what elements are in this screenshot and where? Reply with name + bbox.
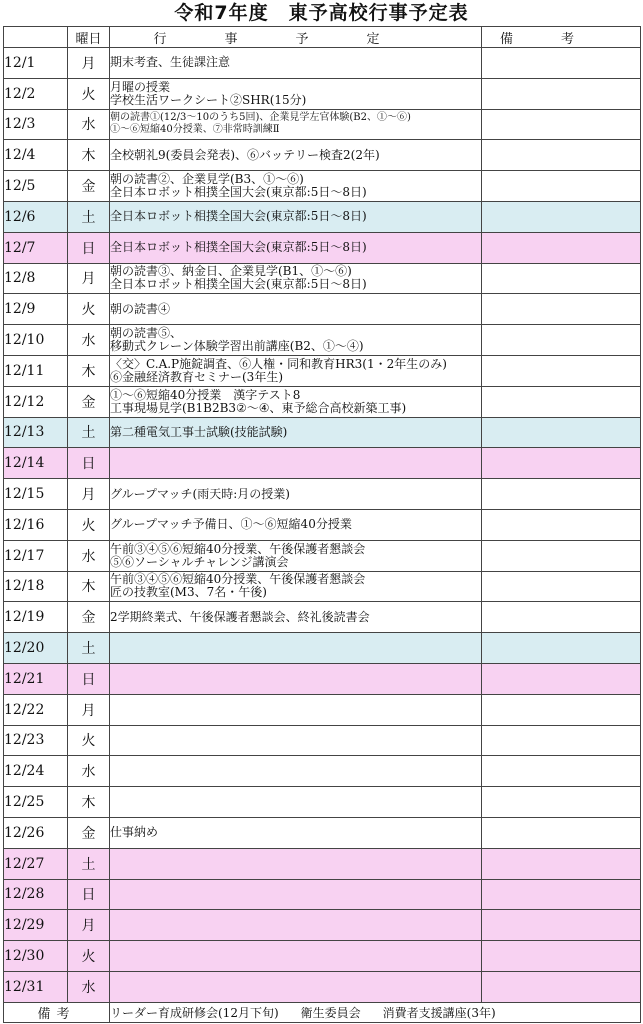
weekday-cell: 土 xyxy=(68,201,110,232)
events-cell xyxy=(110,910,482,941)
notes-cell xyxy=(482,78,641,109)
events-cell xyxy=(110,78,482,109)
weekday-cell: 日 xyxy=(68,663,110,694)
events-cell xyxy=(110,787,482,818)
events-cell xyxy=(110,109,482,140)
notes-cell xyxy=(482,571,641,602)
table-row xyxy=(4,971,641,1002)
notes-cell xyxy=(482,417,641,448)
notes-cell xyxy=(482,294,641,325)
notes-cell xyxy=(482,725,641,756)
notes-cell xyxy=(482,325,641,356)
events-cell xyxy=(110,971,482,1002)
events-cell xyxy=(110,140,482,171)
event-line: 朝の読書⑤、 xyxy=(110,326,183,341)
events-cell xyxy=(110,817,482,848)
notes-cell xyxy=(482,448,641,479)
event-line: ⑤⑥ソーシャルチャレンジ講演会 xyxy=(110,554,289,569)
weekday-cell: 木 xyxy=(68,355,110,386)
notes-cell xyxy=(482,48,641,79)
date-cell: 12/8 xyxy=(4,263,68,294)
table-row xyxy=(4,140,641,171)
notes-cell xyxy=(482,817,641,848)
notes-cell xyxy=(482,910,641,941)
date-cell: 12/23 xyxy=(4,725,68,756)
notes-cell xyxy=(482,848,641,879)
notes-cell xyxy=(482,232,641,263)
weekday-cell: 月 xyxy=(68,263,110,294)
weekday-cell: 木 xyxy=(68,787,110,818)
event-line: 朝の読書①(12/3～10のうち5回)、企業見学左官体験(B2、①～⑥) xyxy=(110,112,411,124)
table-row xyxy=(4,78,641,109)
table-row xyxy=(4,848,641,879)
table-row xyxy=(4,787,641,818)
weekday-cell: 水 xyxy=(68,971,110,1002)
weekday-cell: 水 xyxy=(68,109,110,140)
weekday-cell: 月 xyxy=(68,910,110,941)
event-line: 朝の読書②、企業見学(B3、①～⑥) xyxy=(110,172,304,187)
weekday-cell: 火 xyxy=(68,725,110,756)
table-row xyxy=(4,109,641,140)
event-line: 全日本ロボット相撲全国大会(東京都:5日～8日) xyxy=(110,209,367,224)
schedule-table xyxy=(3,26,641,1023)
date-cell: 12/10 xyxy=(4,325,68,356)
notes-cell xyxy=(482,971,641,1002)
page-title: 令和7年度 東予高校行事予定表 xyxy=(174,2,469,24)
weekday-header: 曜日 xyxy=(68,27,110,48)
event-line: 学校生活ワークシート②SHR(15分) xyxy=(110,92,307,107)
notes-cell xyxy=(482,263,641,294)
notes-cell xyxy=(482,602,641,633)
notes-cell xyxy=(482,479,641,510)
notes-cell xyxy=(482,787,641,818)
table-row xyxy=(4,879,641,910)
table-row xyxy=(4,571,641,602)
events-cell xyxy=(110,294,482,325)
events-cell xyxy=(110,633,482,664)
table-row xyxy=(4,171,641,202)
weekday-cell: 土 xyxy=(68,417,110,448)
event-line: 工事現場見学(B1B2B3②～④、東予総合高校新築工事) xyxy=(110,400,407,415)
event-line: 午前③④⑤⑥短縮40分授業、午後保護者懇談会 xyxy=(110,541,366,556)
events-cell xyxy=(110,509,482,540)
weekday-cell: 月 xyxy=(68,694,110,725)
notes-cell xyxy=(482,663,641,694)
weekday-cell: 水 xyxy=(68,756,110,787)
date-cell: 12/27 xyxy=(4,848,68,879)
date-header xyxy=(4,27,68,48)
events-cell xyxy=(110,355,482,386)
date-cell: 12/16 xyxy=(4,509,68,540)
event-line: グループマッチ(雨天時:月の授業) xyxy=(110,486,290,501)
weekday-cell: 金 xyxy=(68,386,110,417)
event-line: 期末考査、生徒課注意 xyxy=(110,55,231,70)
date-cell: 12/14 xyxy=(4,448,68,479)
weekday-cell: 日 xyxy=(68,879,110,910)
date-cell: 12/21 xyxy=(4,663,68,694)
date-cell: 12/31 xyxy=(4,971,68,1002)
events-cell xyxy=(110,540,482,571)
footer-row xyxy=(4,1002,641,1022)
notes-header: 備考 xyxy=(482,27,641,48)
schedule-body xyxy=(4,48,641,1003)
table-row xyxy=(4,725,641,756)
event-line: 午前③④⑤⑥短縮40分授業、午後保護者懇談会 xyxy=(110,572,366,587)
table-row xyxy=(4,479,641,510)
weekday-cell: 木 xyxy=(68,571,110,602)
date-cell: 12/9 xyxy=(4,294,68,325)
event-line: 朝の読書③、納金日、企業見学(B1、①～⑥) xyxy=(110,264,352,279)
notes-cell xyxy=(482,694,641,725)
footer-item: 消費者支援講座(3年) xyxy=(382,1005,496,1020)
events-cell xyxy=(110,417,482,448)
date-cell: 12/22 xyxy=(4,694,68,725)
date-cell: 12/11 xyxy=(4,355,68,386)
notes-cell xyxy=(482,140,641,171)
weekday-cell: 金 xyxy=(68,171,110,202)
weekday-cell: 日 xyxy=(68,232,110,263)
weekday-cell: 木 xyxy=(68,140,110,171)
event-line: 朝の読書④ xyxy=(110,301,171,316)
events-cell xyxy=(110,232,482,263)
date-cell: 12/1 xyxy=(4,48,68,79)
table-row xyxy=(4,201,641,232)
event-line: 第二種電気工事士試験(技能試験) xyxy=(110,424,288,439)
date-cell: 12/15 xyxy=(4,479,68,510)
weekday-cell: 水 xyxy=(68,540,110,571)
events-cell xyxy=(110,48,482,79)
date-cell: 12/7 xyxy=(4,232,68,263)
notes-cell xyxy=(482,879,641,910)
table-row xyxy=(4,386,641,417)
notes-cell xyxy=(482,386,641,417)
date-cell: 12/25 xyxy=(4,787,68,818)
footer-label: 備考 xyxy=(4,1002,110,1022)
date-cell: 12/29 xyxy=(4,910,68,941)
event-line: 2学期終業式、午後保護者懇談会、終礼後読書会 xyxy=(110,609,370,624)
weekday-cell: 火 xyxy=(68,78,110,109)
weekday-cell: 水 xyxy=(68,325,110,356)
date-cell: 12/19 xyxy=(4,602,68,633)
table-row xyxy=(4,509,641,540)
date-cell: 12/26 xyxy=(4,817,68,848)
footer-item: 衛生委員会 xyxy=(300,1005,361,1020)
table-row xyxy=(4,417,641,448)
date-cell: 12/4 xyxy=(4,140,68,171)
event-line: ①～⑥短縮40分授業 漢字テスト8 xyxy=(110,387,301,402)
date-cell: 12/20 xyxy=(4,633,68,664)
header-row xyxy=(4,27,641,48)
table-row xyxy=(4,263,641,294)
event-line: 全日本ロボット相撲全国大会(東京都:5日～8日) xyxy=(110,277,367,292)
table-row xyxy=(4,48,641,79)
events-cell xyxy=(110,694,482,725)
notes-cell xyxy=(482,509,641,540)
event-line: 全日本ロボット相撲全国大会(東京都:5日～8日) xyxy=(110,185,367,200)
event-line: 仕事納め xyxy=(110,825,159,840)
footer-item: リーダー育成研修会(12月下旬) xyxy=(110,1005,279,1020)
table-row xyxy=(4,633,641,664)
events-cell xyxy=(110,171,482,202)
weekday-cell: 火 xyxy=(68,509,110,540)
event-line: 移動式クレーン体験学習出前講座(B2、①～④) xyxy=(110,339,364,354)
weekday-cell: 火 xyxy=(68,294,110,325)
events-cell xyxy=(110,448,482,479)
date-cell: 12/12 xyxy=(4,386,68,417)
weekday-cell: 金 xyxy=(68,817,110,848)
events-cell xyxy=(110,479,482,510)
event-line: 〈交〉C.A.P施錠調査、⑥人権・同和教育HR3(1・2年生のみ) xyxy=(110,356,447,371)
event-line: 月曜の授業 xyxy=(110,79,171,94)
table-row xyxy=(4,294,641,325)
weekday-cell: 日 xyxy=(68,448,110,479)
weekday-cell: 月 xyxy=(68,48,110,79)
table-row xyxy=(4,817,641,848)
event-line: 匠の技教室(M3、7名・午後) xyxy=(110,585,267,600)
table-row xyxy=(4,602,641,633)
date-cell: 12/2 xyxy=(4,78,68,109)
events-cell xyxy=(110,848,482,879)
notes-cell xyxy=(482,756,641,787)
weekday-cell: 月 xyxy=(68,479,110,510)
event-line: ①～⑥短縮40分授業、⑦非常時訓練Ⅱ xyxy=(110,124,280,136)
notes-cell xyxy=(482,109,641,140)
date-cell: 12/6 xyxy=(4,201,68,232)
event-line: 全日本ロボット相撲全国大会(東京都:5日～8日) xyxy=(110,240,367,255)
date-cell: 12/24 xyxy=(4,756,68,787)
table-row xyxy=(4,232,641,263)
table-row xyxy=(4,325,641,356)
notes-cell xyxy=(482,171,641,202)
notes-cell xyxy=(482,355,641,386)
date-cell: 12/5 xyxy=(4,171,68,202)
notes-cell xyxy=(482,941,641,972)
weekday-cell: 火 xyxy=(68,941,110,972)
events-cell xyxy=(110,263,482,294)
events-cell xyxy=(110,725,482,756)
table-row xyxy=(4,355,641,386)
events-cell xyxy=(110,663,482,694)
events-cell xyxy=(110,386,482,417)
notes-cell xyxy=(482,201,641,232)
event-line: 全校朝礼9(委員会発表)、⑥バッテリー検査2(2年) xyxy=(110,147,380,162)
events-cell xyxy=(110,602,482,633)
date-cell: 12/13 xyxy=(4,417,68,448)
weekday-cell: 土 xyxy=(68,848,110,879)
footer-notes xyxy=(110,1002,641,1022)
events-header: 行事予定 xyxy=(110,27,482,48)
table-row xyxy=(4,663,641,694)
notes-cell xyxy=(482,540,641,571)
date-cell: 12/28 xyxy=(4,879,68,910)
events-cell xyxy=(110,201,482,232)
table-row xyxy=(4,941,641,972)
notes-cell xyxy=(482,633,641,664)
events-cell xyxy=(110,879,482,910)
weekday-cell: 土 xyxy=(68,633,110,664)
date-cell: 12/30 xyxy=(4,941,68,972)
table-row xyxy=(4,910,641,941)
table-row xyxy=(4,540,641,571)
event-line: ⑥金融経済教育セミナー(3年生) xyxy=(110,369,283,384)
date-cell: 12/17 xyxy=(4,540,68,571)
event-line: グループマッチ予備日、①～⑥短縮40分授業 xyxy=(110,517,352,532)
weekday-cell: 金 xyxy=(68,602,110,633)
events-cell xyxy=(110,571,482,602)
table-row xyxy=(4,694,641,725)
date-cell: 12/3 xyxy=(4,109,68,140)
table-row xyxy=(4,448,641,479)
events-cell xyxy=(110,941,482,972)
events-cell xyxy=(110,325,482,356)
date-cell: 12/18 xyxy=(4,571,68,602)
events-cell xyxy=(110,756,482,787)
table-row xyxy=(4,756,641,787)
